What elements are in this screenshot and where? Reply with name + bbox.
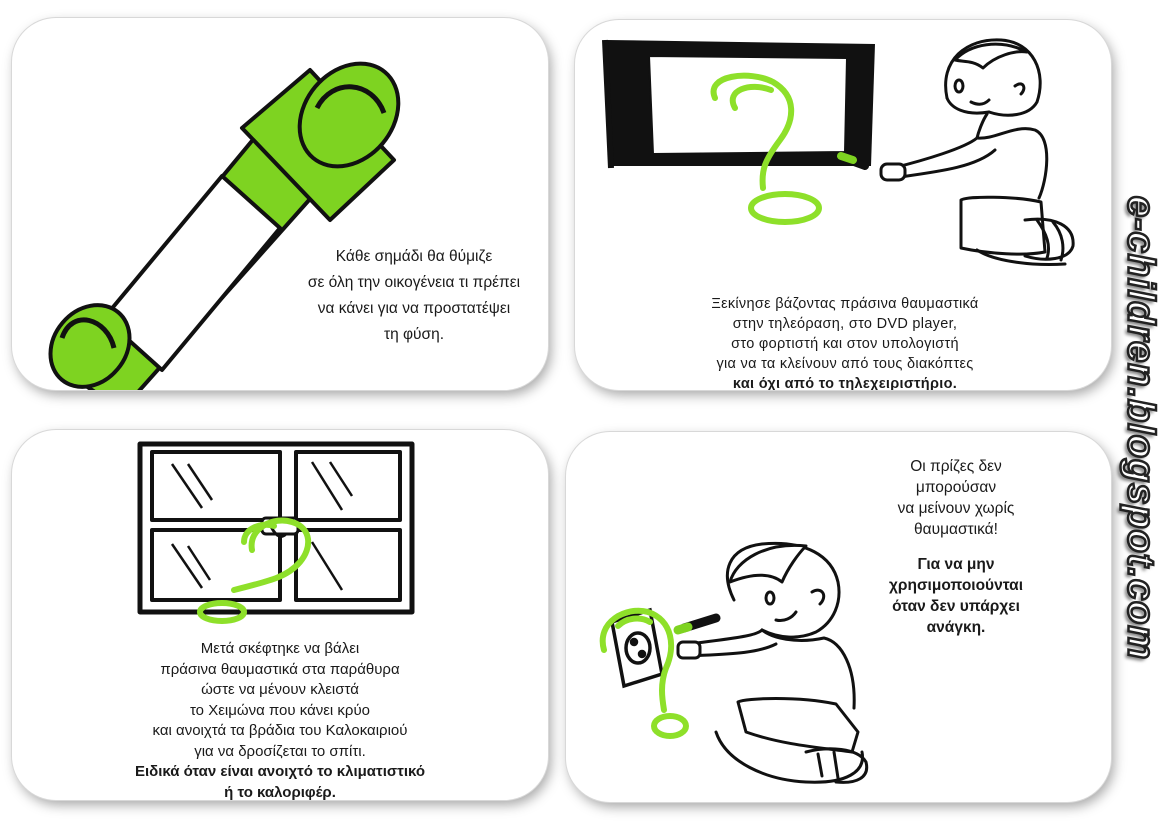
text-line-bold: και όχι από το τηλεχειριστήριο. xyxy=(732,376,958,390)
text-line: στο φορτιστή και στον υπολογιστή xyxy=(731,336,959,352)
text-line: και ανοιχτά τα βράδια του Καλοκαιριού xyxy=(152,722,408,739)
text-line: ώστε να μένουν κλειστά xyxy=(201,681,359,698)
watermark xyxy=(1112,178,1168,678)
text-line-bold: χρησιμοποιούνται xyxy=(888,577,1024,594)
boy-drawing-icon xyxy=(841,40,1073,265)
text-line-bold: ή το καλοριφέρ. xyxy=(224,783,336,800)
card-marker xyxy=(12,18,548,390)
text-line: να κάνει για να προστατέψει xyxy=(317,300,511,317)
text-line-bold: ανάγκη. xyxy=(926,619,986,636)
text-line: Οι πρίζες δεν xyxy=(910,458,1002,475)
text-line-bold: Ειδικά όταν είναι ανοιχτό το κλιματιστικό xyxy=(134,763,426,780)
card-1-text xyxy=(282,244,546,348)
text-line: τη φύση. xyxy=(383,326,445,343)
card-2-text xyxy=(625,294,1065,390)
text-line: σε όλη την οικογένεια τι πρέπει xyxy=(307,274,521,291)
text-line-bold: όταν δεν υπάρχει xyxy=(892,598,1020,615)
boy-drawing-icon xyxy=(678,543,867,782)
text-line: πράσινα θαυμαστικά στα παράθυρα xyxy=(160,660,400,678)
card-tv xyxy=(575,20,1111,390)
card-3-text xyxy=(22,639,538,800)
text-line: Κάθε σημάδι θα θύμιζε xyxy=(335,248,493,265)
text-line: να μείνουν χωρίς xyxy=(897,500,1015,517)
text-line: στην τηλεόραση, στο DVD player, xyxy=(732,316,958,332)
text-line: Μετά σκέφτηκε να βάλει xyxy=(200,640,360,657)
text-line: για να τα κλείνουν από τους διακόπτες xyxy=(716,356,974,372)
watermark-text: e-children.blogspot.com xyxy=(1119,195,1162,661)
card-socket xyxy=(566,432,1111,802)
tv-icon xyxy=(605,40,875,168)
text-line-bold: Για να μην xyxy=(917,556,995,573)
text-line: το Χειμώνα που κάνει κρύο xyxy=(189,701,371,719)
card-window xyxy=(12,430,548,800)
text-line: μπορούσαν xyxy=(915,479,997,496)
text-line: Ξεκίνησε βάζοντας πράσινα θαυμαστικά xyxy=(711,296,979,312)
text-line: θαυμαστικά! xyxy=(914,521,998,538)
text-line: για να δροσίζεται το σπίτι. xyxy=(194,742,366,760)
card-4-text xyxy=(858,456,1054,638)
